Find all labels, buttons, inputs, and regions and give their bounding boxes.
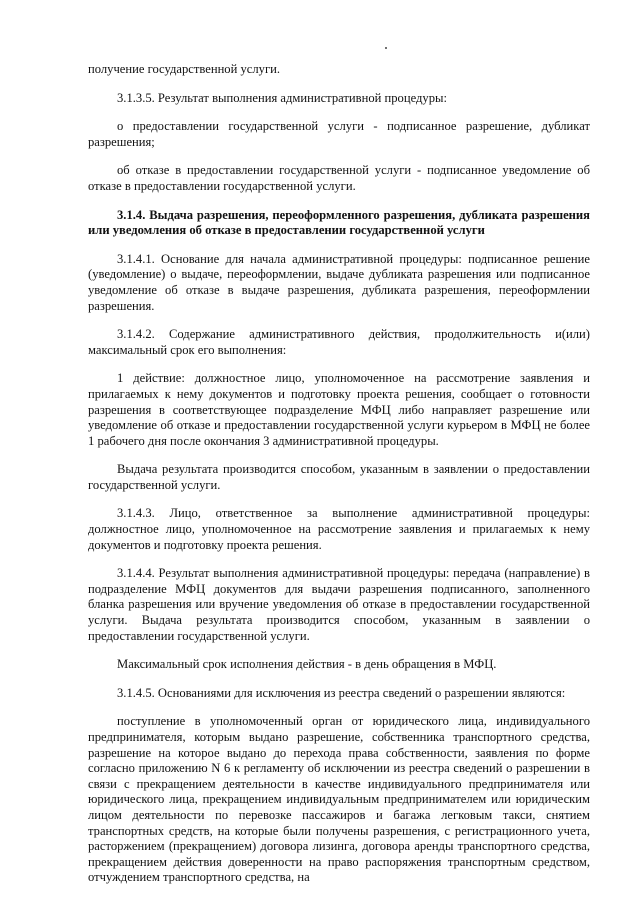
paragraph-grounds: поступление в уполномоченный орган от юридического лица, индивидуального предпринимателя, которым выдано разрешение, собственника транспортного средства, разрешение на которое выдано до перехода права собственности, заявления по форме согласно приложению N 6 к регламенту об исключении из реестра сведений о разрешении в связи с прекращением деятельности в качестве индивидуального предпринимателя или юридического лица, прекращением индивидуальным предпринимателем или юридическим лицом деятельности по перевозке пассажиров и багажа легковым такси, снятием транспортных средств, на которые были получены разрешения, с регистрационного учета, расторжением (прекращением) договора лизинга, договора аренды транспортного средства, прекращением действия доверенности на право распоряжения транспортным средством, отчуждением транспортного средства, на	[88, 714, 590, 885]
document-page	[88, 62, 590, 899]
scan-speck	[385, 47, 387, 49]
paragraph-3-1-4-4: 3.1.4.4. Результат выполнения административной процедуры: передача (направление) в подразделение МФЦ документов для выдачи разрешения подписанного, заполненного бланка разрешения или вручение уведомления об отказе в предоставлении государственной услуги. Выдача результата производится способом, указанным в заявлении о предоставлении государственной услуги.	[88, 566, 590, 643]
paragraph-3-1-3-5: 3.1.3.5. Результат выполнения административной процедуры:	[117, 90, 447, 105]
paragraph-action-1: 1 действие: должностное лицо, уполномоченное на рассмотрение заявления и прилагаемых к нему документов и подготовку проекта решения, сообщает о готовности разрешения в соответствующее подразделение МФЦ либо направляет разрешение или уведомление об отказе и предоставлении государственной услуги курьером в МФЦ не более 1 рабочего дня после окончания 3 административной процедуры.	[88, 371, 590, 448]
section-heading-3-1-4: 3.1.4. Выдача разрешения, переоформленного разрешения, дубликата разрешения или уведомления об отказе в предоставлении государственной услуги	[88, 207, 590, 238]
paragraph-3-1-4-1: 3.1.4.1. Основание для начала административной процедуры: подписанное решение (уведомление) о выдаче, переоформлении, выдаче дубликата разрешения или подписанное уведомление об отказе в выдаче разрешения, дубликата разрешения, переоформлении разрешения.	[88, 251, 590, 313]
paragraph-3-1-4-2: 3.1.4.2. Содержание административного действия, продолжительность и(или) максимальный срок его выполнения:	[88, 327, 590, 357]
paragraph-continuation: получение государственной услуги.	[88, 62, 281, 76]
paragraph-result-delivery: Выдача результата производится способом, указанным в заявлении о предоставлении государственной услуги.	[88, 462, 590, 492]
paragraph-result-grant: о предоставлении государственной услуги - подписанное разрешение, дубликат разрешения;	[88, 119, 590, 149]
paragraph-max-term: Максимальный срок исполнения действия - в день обращения в МФЦ.	[117, 657, 497, 672]
paragraph-3-1-4-5: 3.1.4.5. Основаниями для исключения из реестра сведений о разрешении являются:	[117, 685, 566, 700]
paragraph-result-refusal: об отказе в предоставлении государственной услуги - подписанное уведомление об отказе в предоставлении государственной услуги.	[88, 163, 590, 193]
paragraph-3-1-4-3: 3.1.4.3. Лицо, ответственное за выполнение административной процедуры: должностное лицо, уполномоченное на рассмотрение заявления и прилагаемых к нему документов и подготовку проекта решения.	[88, 506, 590, 552]
